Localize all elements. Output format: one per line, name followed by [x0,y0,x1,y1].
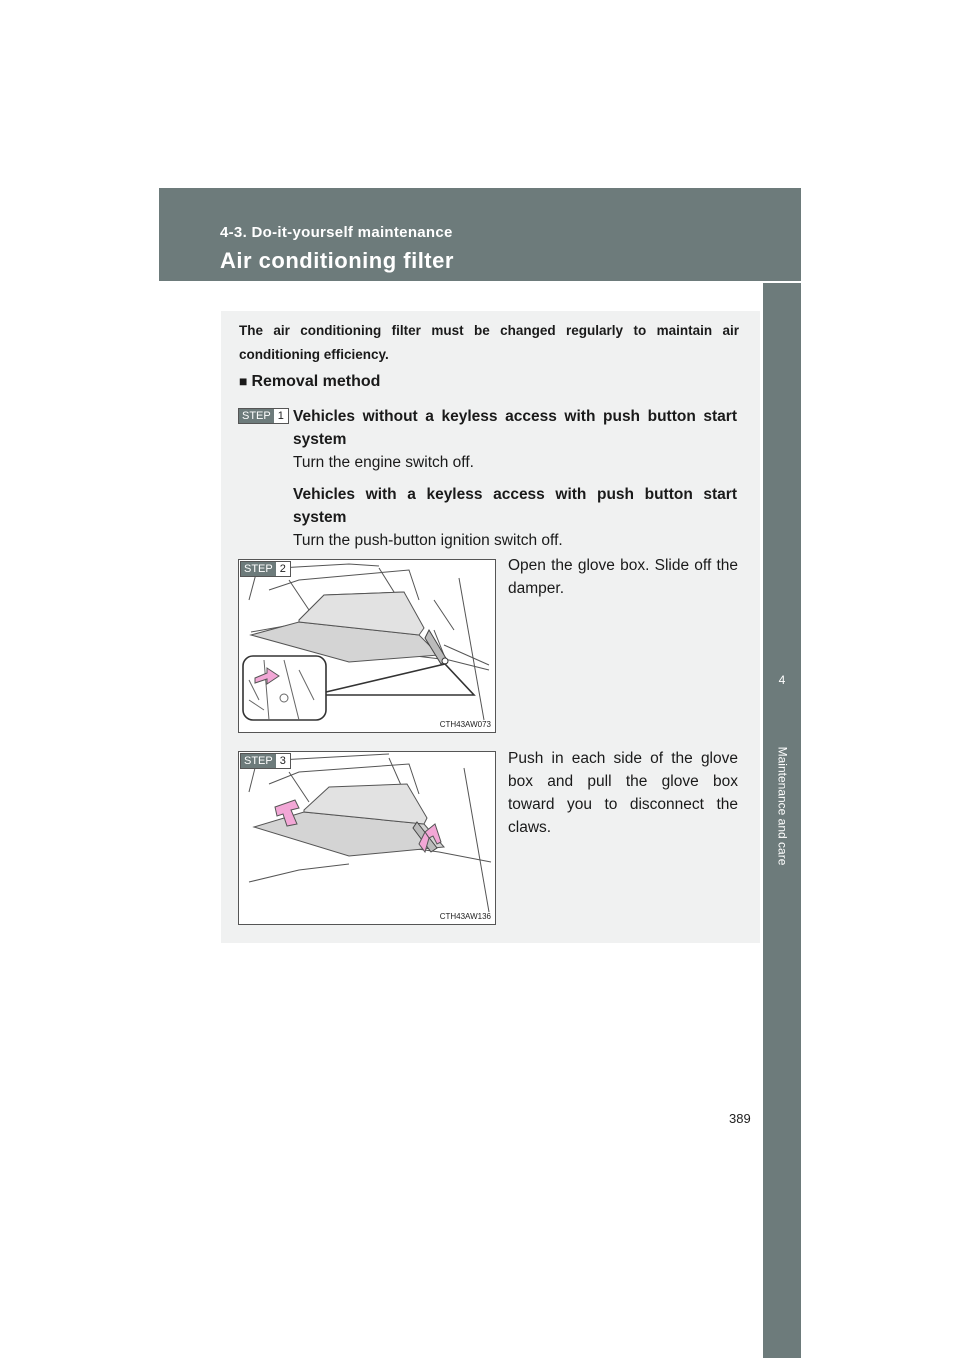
chapter-number: 4 [778,673,786,687]
content-panel [221,311,760,943]
step-number: 2 [279,563,286,575]
step-2-text: Open the glove box. Slide off the damper. [508,557,738,597]
step-3-illustration [238,751,496,925]
figure-code: CTH43AW073 [439,720,491,729]
step-2-badge [240,561,291,577]
chapter-label [767,726,797,886]
step-3-badge [240,753,291,769]
chapter-label-text: Maintenance and care [775,746,789,866]
glove-box-claws-drawing [239,752,495,924]
removal-heading-text: Removal method [251,373,381,390]
step-number: 3 [279,755,286,767]
step-3-text: Push in each side of the glove box and pull the glove box toward you to disconnect the claws. [508,750,738,836]
step-1-heading-a: Vehicles without a keyless access with push button start system [293,408,737,448]
page-number: 389 [729,1111,751,1126]
step-word: STEP [241,754,276,768]
step-word: STEP [239,409,274,423]
step-1-heading-b: Vehicles with a keyless access with push button start system [293,486,737,526]
step-2-illustration [238,559,496,733]
removal-heading [239,373,380,391]
step-1-text-a: Turn the engine switch off. [293,454,474,471]
chapter-tab[interactable] [763,283,801,1358]
step-word: STEP [241,562,276,576]
figure-code: CTH43AW136 [439,912,491,921]
section-title: 4-3. Do-it-yourself maintenance [220,224,453,241]
step-number: 1 [277,410,284,422]
glove-box-damper-drawing [239,560,495,732]
step-1-text [293,405,737,552]
intro-text: The air conditioning filter must be changed regularly to maintain air conditioning efficiency. [239,323,739,362]
step-1-badge [238,408,289,424]
header-bar [159,188,801,281]
bullet-square-icon: ■ [239,373,248,389]
page-title: Air conditioning filter [220,248,454,273]
step-1-text-b: Turn the push-button ignition switch off. [293,532,563,549]
